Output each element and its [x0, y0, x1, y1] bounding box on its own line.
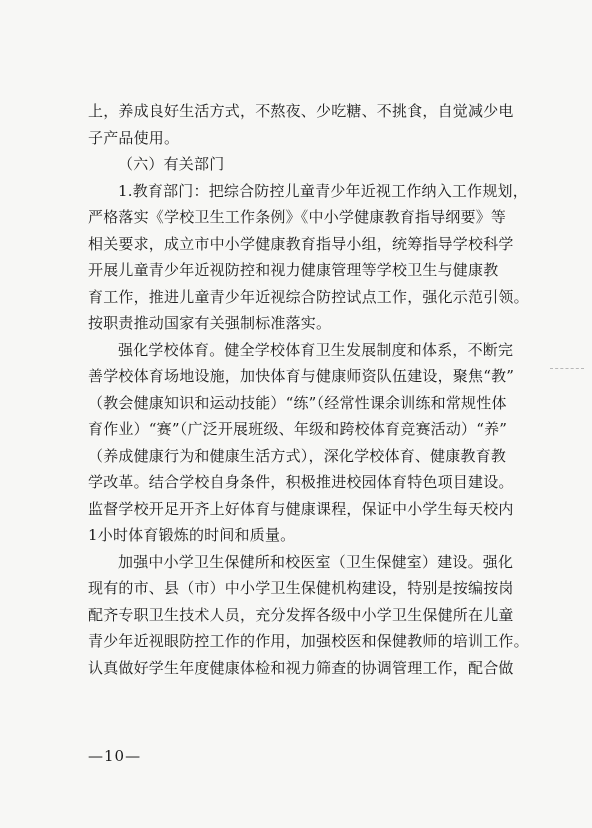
- page-number: —10—: [88, 747, 142, 765]
- text-line: 开展儿童青少年近视防控和视力健康管理等学校卫生与健康教: [88, 261, 499, 279]
- text-line: 上，养成良好生活方式，不熬夜、少吃糖、不挑食，自觉减少电: [88, 102, 514, 120]
- section-heading: （六）有关部门: [118, 155, 225, 173]
- text-line: 子产品使用。: [88, 128, 180, 147]
- text-line: 青少年近视眼防控工作的作用，加强校医和保健教师的培训工作。: [88, 632, 529, 650]
- text-line: 育作业）“赛”（广泛开展班级、年级和跨校体育竞赛活动）“养”: [88, 420, 508, 438]
- text-line: 监督学校开足开齐上好体育与健康课程，保证中小学生每天校内: [88, 499, 514, 518]
- text-line: 育工作，推进儿童青少年近视综合防控试点工作，强化示范引领。: [88, 287, 529, 306]
- text-line: （教会健康知识和运动技能）“练”（经常性课余训练和常规性体: [88, 393, 507, 412]
- text-line: 1.教育部门：把综合防控儿童青少年近视工作纳入工作规划，: [118, 181, 528, 200]
- text-line: 学改革。结合学校自身条件，积极推进校园体育特色项目建设。: [88, 473, 514, 491]
- body-text: [88, 98, 558, 681]
- text-line: 强化学校体育。健全学校体育卫生发展制度和体系，不断完: [118, 340, 514, 359]
- text-line: 加强中小学卫生保健所和校医室（卫生保健室）建设。强化: [118, 552, 514, 571]
- text-line: 相关要求，成立市中小学健康教育指导小组，统筹指导学校科学: [88, 234, 514, 253]
- text-line: 1小时体育锻炼的时间和质量。: [88, 526, 296, 544]
- text-line: 严格落实《学校卫生工作条例》《中小学健康教育指导纲要》等: [88, 208, 507, 226]
- text-line: 认真做好学生年度健康体检和视力筛查的协调管理工作，配合做: [88, 658, 514, 677]
- text-line: （养成健康行为和健康生活方式），深化学校体育、健康教育教: [88, 446, 507, 465]
- text-line: 现有的市、县（市）中小学卫生保健机构建设，特别是按编按岗: [88, 579, 514, 597]
- text-line: 按职责推动国家有关强制标准落实。: [88, 314, 332, 332]
- text-line: 配齐专职卫生技术人员，充分发挥各级中小学卫生保健所在儿童: [88, 605, 514, 624]
- margin-mark: [550, 368, 584, 370]
- text-line: 善学校体育场地设施，加快体育与健康师资队伍建设，聚焦“教”: [88, 367, 515, 385]
